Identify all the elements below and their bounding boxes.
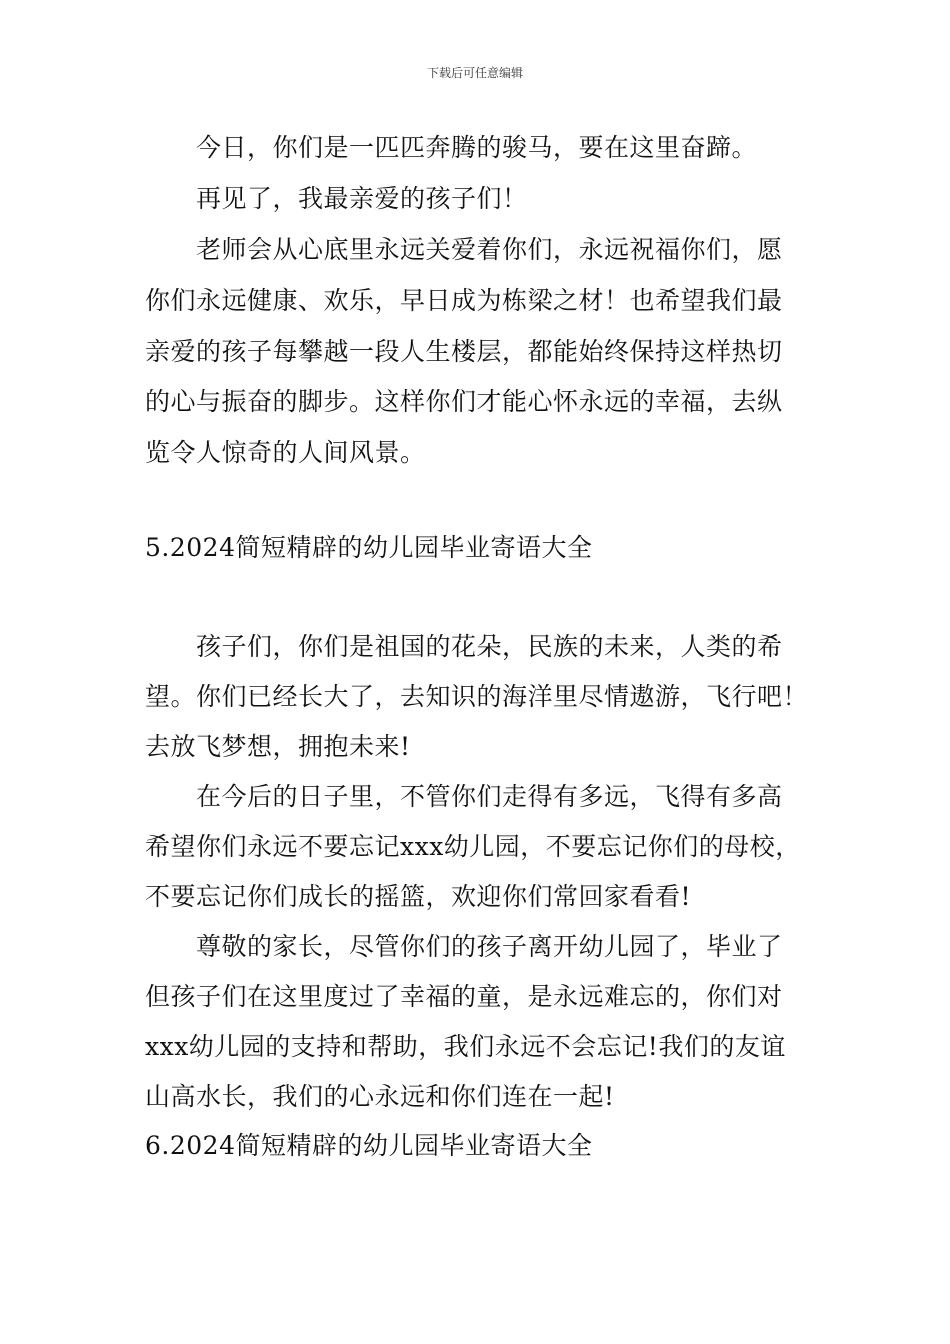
paragraph-line: 亲爱的孩子每攀越一段人生楼层，都能始终保持这样热切	[145, 337, 783, 366]
paragraph-line: 望。你们已经长大了，去知识的海洋里尽情遨游，飞行吧！	[145, 682, 809, 711]
paragraph-line: 览令人惊奇的人间风景。	[145, 438, 426, 467]
paragraph-line: 在今后的日子里，不管你们走得有多远，飞得有多高	[196, 782, 783, 811]
paragraph-line: 老师会从心底里永远关爱着你们，永远祝福你们，愿	[196, 235, 783, 264]
paragraph-line: 的心与振奋的脚步。这样你们才能心怀永远的幸福，去纵	[145, 387, 783, 416]
paragraph-line: 再见了，我最亲爱的孩子们！	[196, 184, 528, 213]
paragraph-line: 山高水长，我们的心永远和你们连在一起!	[145, 1082, 615, 1111]
paragraph-line: 尊敬的家长，尽管你们的孩子离开幼儿园了，毕业了	[196, 932, 783, 961]
paragraph-line: 但孩子们在这里度过了幸福的童，是永远难忘的，你们对	[145, 982, 783, 1011]
paragraph-line: 希望你们永远不要忘记xxx幼儿园，不要忘记你们的母校，	[145, 832, 801, 861]
section-heading: 6.2024简短精辟的幼儿园毕业寄语大全	[145, 1131, 593, 1160]
paragraph-line: 去放飞梦想，拥抱未来!	[145, 732, 411, 761]
page-header: 下载后可任意编辑	[426, 66, 523, 80]
section-heading: 5.2024简短精辟的幼儿园毕业寄语大全	[145, 533, 593, 562]
paragraph-line: 今日，你们是一匹匹奔腾的骏马，要在这里奋蹄。	[196, 133, 758, 162]
paragraph-line: 孩子们，你们是祖国的花朵，民族的未来，人类的希	[196, 632, 783, 661]
paragraph-line: 你们永远健康、欢乐，早日成为栋梁之材！也希望我们最	[145, 286, 783, 315]
paragraph-line: 不要忘记你们成长的摇篮，欢迎你们常回家看看!	[145, 882, 692, 911]
paragraph-line: xxx幼儿园的支持和帮助，我们永远不会忘记!我们的友谊	[145, 1032, 786, 1061]
